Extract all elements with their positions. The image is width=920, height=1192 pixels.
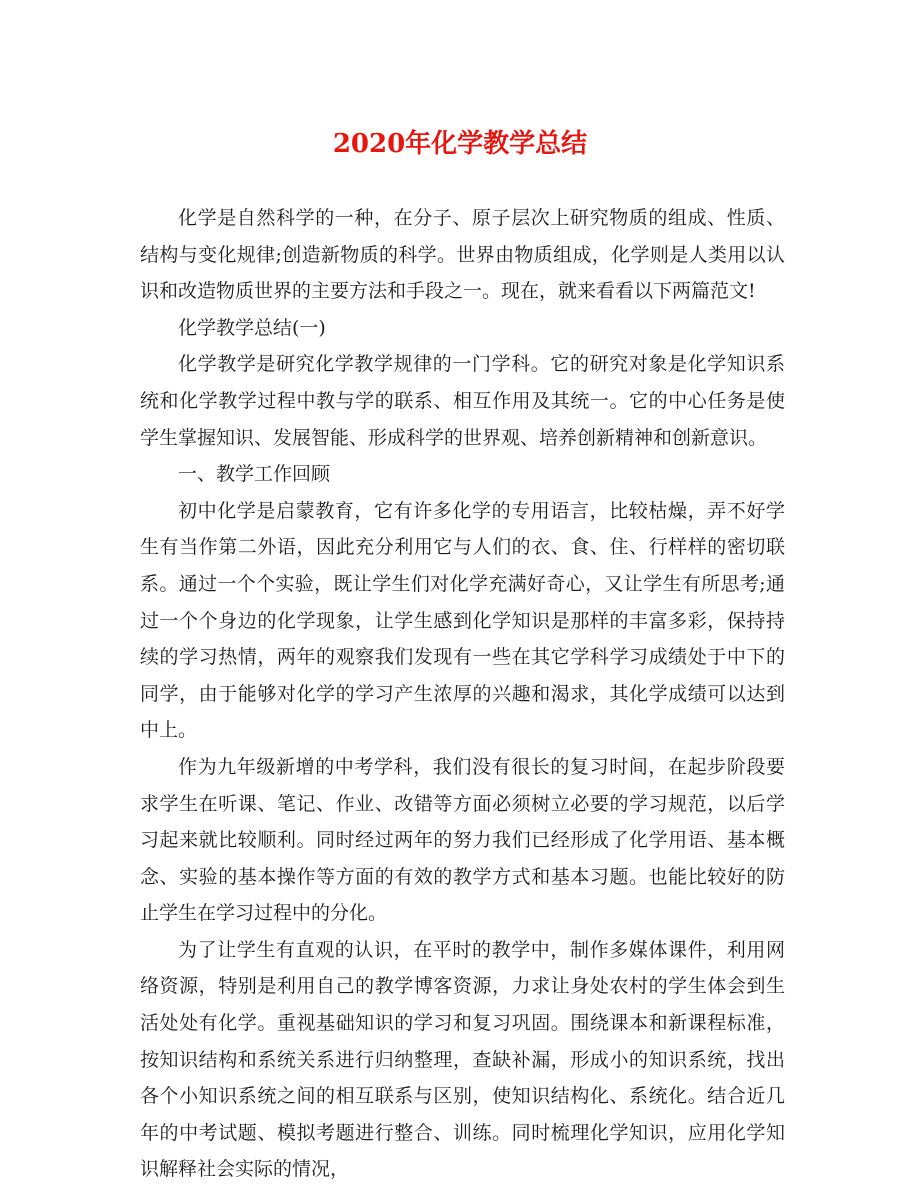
paragraph-enlightenment: 初中化学是启蒙教育，它有许多化学的专用语言，比较枯燥，弄不好学生有当作第二外语，因此充分利用它与人们的衣、食、住、行样样的密切联系。通过一个个实验，既让学生们对化学充满好奇心，又让学生有所思考;通过一个个身边的化学现象，让学生感到化学知识是那样的丰富多彩，保持持续的学习热情，两年的观察我们发现有一些在其它学科学习成绩处于中下的同学，由于能够对化学的学习产生浓厚的兴趣和渴求，其化学成绩可以达到中上。 <box>140 499 785 742</box>
document-body <box>140 200 785 1188</box>
paragraph-exam-subject: 作为九年级新增的中考学科，我们没有很长的复习时间，在起步阶段要求学生在听课、笔记、作业、改错等方面必须树立必要的学习规范，以后学习起来就比较顺利。同时经过两年的努力我们已经形成了化学用语、基本概念、实验的基本操作等方面的有效的教学方式和基本习题。也能比较好的防止学生在学习过程中的分化。 <box>140 755 785 925</box>
section-heading-review: 一、教学工作回顾 <box>178 463 331 486</box>
document-title: 2020年化学教学总结 <box>332 129 588 159</box>
section-heading-summary-one: 化学教学总结(一) <box>178 316 326 339</box>
paragraph-definition: 化学教学是研究化学教学规律的一门学科。它的研究对象是化学知识系统和化学教学过程中教与学的联系、相互作用及其统一。它的中心任务是使学生掌握知识、发展智能、形成科学的世界观、培养创新精神和创新意识。 <box>140 353 785 449</box>
paragraph-intro: 化学是自然科学的一种，在分子、原子层次上研究物质的组成、性质、结构与变化规律;创造新物质的科学。世界由物质组成，化学则是人类用以认识和改造物质世界的主要方法和手段之一。现在，就来看看以下两篇范文! <box>140 207 785 303</box>
paragraph-multimedia: 为了让学生有直观的认识，在平时的教学中，制作多媒体课件，利用网络资源，特别是利用自己的教学博客资源，力求让身处农村的学生体会到生活处处有化学。重视基础知识的学习和复习巩固。围绕课本和新课程标准，按知识结构和系统关系进行归纳整理，查缺补漏，形成小的知识系统，找出各个小知识系统之间的相互联系与区别，使知识结构化、系统化。结合近几年的中考试题、模拟考题进行整合、训练。同时梳理化学知识，应用化学知识解释社会实际的情况， <box>140 938 785 1181</box>
